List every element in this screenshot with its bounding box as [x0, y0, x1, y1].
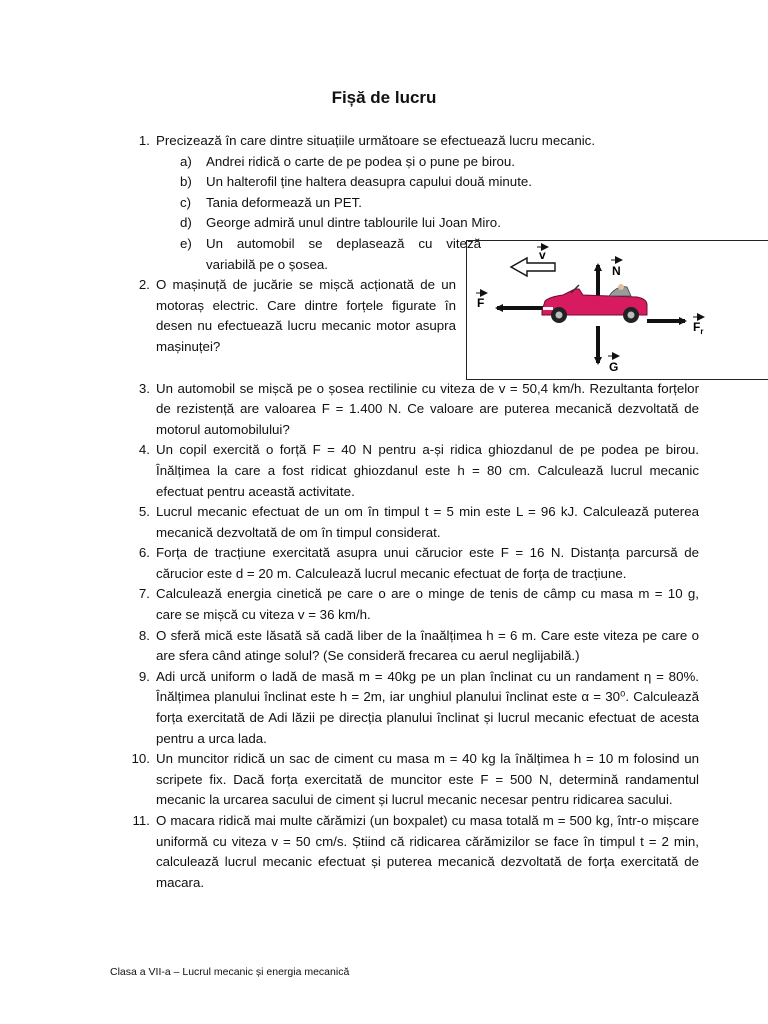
fr-label: $F_r$ [693, 320, 704, 336]
item-text: Un automobil se mișcă pe o șosea rectilinie cu viteza de v = 50,4 km/h. Rezultanta forțelor de rezistență are valoarea F = 1.400 N. Ce valoare are puterea mecanică dezvoltată de motorul automobilului? [156, 380, 699, 437]
car-icon [542, 284, 647, 323]
item-number: 8. [138, 627, 150, 643]
item-text: Un muncitor ridică un sac de ciment cu masa m = 40 kg la înălțimea h = 10 m folosind un scripete fix. Dacă forța exercitată de muncitor este F = 500 N, determină randamentul mecanic la urcarea sacului de ciment și lucrul mecanic necesar pentru ridicarea sacului. [156, 751, 699, 808]
item-text: Adi urcă uniform o ladă de masă m = 40kg pe un plan înclinat cu un randament η = 80%. Înălțimea planului înclinat este h = 2m, iar unghiul planului înclinat este α = 30⁰. Calculează forța exercitată de Adi lăzii pe direcția planului înclinat și lucrul mecanic efectuat de acesta pentru a urca lada. [156, 668, 699, 746]
sub-text: Un halterofil ține haltera deasupra capului două minute. [206, 174, 532, 190]
item-number: 3. [138, 380, 150, 396]
exercise-item-6 [130, 543, 699, 584]
item-number: 2. [138, 277, 150, 293]
page-title: Fișă de lucru [331, 88, 437, 107]
sub-item-d [156, 213, 697, 234]
item-text: Un copil exercită o forță F = 40 N pentru a-și ridica ghiozdanul de pe podea pe birou. Înălțimea la care a fost ridicat ghiozdanul este h = 80 cm. Calculează lucrul mecanic efectuat pentru această activitate. [156, 442, 699, 499]
force-diagram-svg [467, 241, 768, 379]
sub-item-c [156, 193, 697, 214]
v-label: v [539, 248, 546, 262]
item-text: Lucrul mecanic efectuat de un om în timpul t = 5 min este L = 96 kJ. Calculează puterea mecanică dezvoltată de om în timpul considerat. [156, 504, 699, 540]
exercise-item-7 [130, 584, 699, 625]
item-text: Precizează în care dintre situațiile următoare se efectuează lucru mecanic. [156, 133, 596, 148]
velocity-arrow-icon [511, 258, 555, 276]
sub-text: George admiră unul dintre tablourile lui Joan Miro. [206, 215, 501, 231]
sub-label: e) [180, 235, 192, 251]
item-text: O macara ridică mai multe cărămizi (un boxpalet) cu masa totală m = 500 kg, într-o mișcare uniformă cu viteza v = 50 cm/s. Știind că ridicarea cărămizilor se face în timpul t = 2 min, calculează lucrul mecanic efectuat și puterea mecanică dezvoltată de forța exercitată de macara. [156, 813, 699, 890]
sub-label: b) [180, 174, 192, 190]
item-number: 9. [138, 668, 150, 684]
sub-item-a [156, 152, 697, 173]
item-text: Forța de tracțiune exercitată asupra unui cărucior este F = 16 N. Distanța parcursă de cărucior este d = 20 m. Calculează lucrul mecanic efectuat de forța de tracțiune. [156, 545, 699, 581]
item-number: 10. [131, 751, 150, 767]
sub-item-b [156, 172, 697, 193]
exercise-item-9 [130, 667, 699, 749]
page-footer: Clasa a VII-a – Lucrul mecanic și energia mecanică [110, 966, 350, 978]
exercise-item-11 [130, 811, 699, 893]
sub-label: d) [180, 215, 192, 231]
sub-text: Tania deformează un PET. [206, 194, 362, 210]
exercise-item-10 [130, 749, 699, 811]
item-number: 5. [138, 504, 150, 520]
item-number: 6. [138, 545, 150, 561]
g-label: G [609, 360, 619, 374]
item-text: O mașinuță de jucărie se mișcă acționată de un motoraș electric. Care dintre forțele figurate în desen nu efectuează lucru mecanic motor asupra mașinuței? [156, 277, 456, 354]
item-number: 7. [138, 586, 150, 602]
sub-text: Andrei ridică o carte de pe podea și o pune pe birou. [206, 153, 515, 169]
exercise-item-5 [130, 502, 699, 543]
force-diagram [466, 240, 768, 380]
item-number: 11. [132, 813, 150, 828]
n-label: N [612, 264, 621, 278]
item-number: 4. [138, 442, 150, 458]
item-text: O sferă mică este lăsată să cadă liber de la înaălțimea h = 6 m. Care este viteza pe care o are sfera când atinge solul? (Se consideră frecarea cu aerul neglijabilă.) [156, 627, 699, 664]
exercise-item-2 [130, 275, 456, 357]
sub-label: a) [180, 153, 192, 169]
exercise-item-8 [130, 626, 699, 667]
exercise-item-4 [130, 440, 699, 502]
sub-item-e [156, 234, 481, 275]
item-number: 1. [138, 133, 150, 148]
exercise-item-3 [130, 379, 699, 441]
item-text: Calculează energia cinetică pe care o are o minge de tenis de câmp cu masa m = 10 g, care se mișcă cu viteza v = 36 km/h. [156, 586, 699, 623]
sub-label: c) [180, 194, 192, 210]
f-label: F [477, 296, 485, 310]
sub-text: Un automobil se deplasează cu viteză variabilă pe o șosea. [206, 235, 481, 272]
